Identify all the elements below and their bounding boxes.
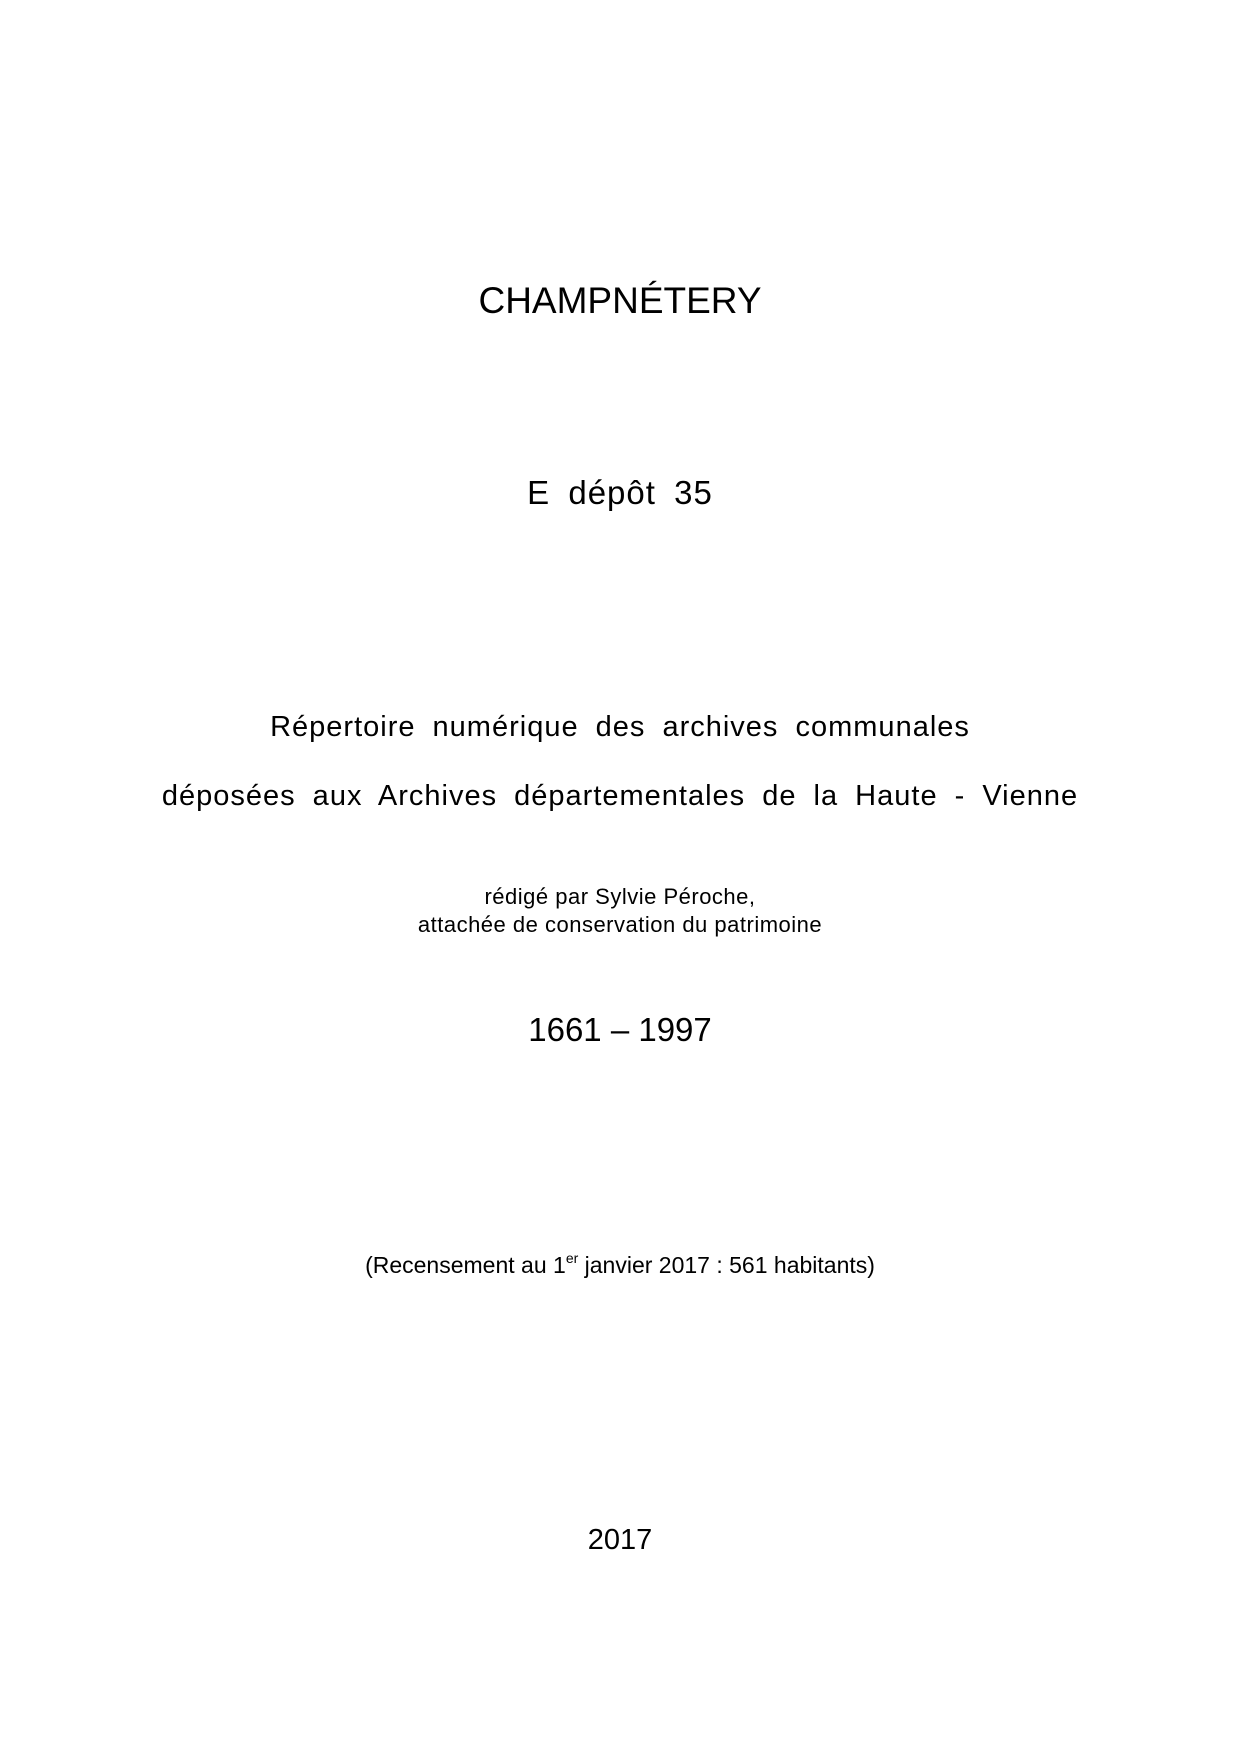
census-superscript: er — [565, 1250, 579, 1266]
archive-reference: E dépôt 35 — [527, 474, 713, 511]
census-suffix: janvier 2017 : 561 habitants) — [578, 1252, 875, 1278]
census-note — [0, 1250, 1240, 1278]
census-prefix: (Recensement au 1 — [365, 1252, 566, 1278]
document-title: CHAMPNÉTERY — [478, 280, 762, 321]
subtitle-line-1: Répertoire numérique des archives communales — [270, 711, 970, 743]
subtitle-line-2: déposées aux Archives départementales de la Haute - Vienne — [161, 780, 1079, 812]
date-range: 1661 – 1997 — [528, 1011, 712, 1048]
author-line-1: rédigé par Sylvie Péroche, — [484, 884, 756, 909]
publication-year: 2017 — [587, 1524, 653, 1556]
author-line-2: attachée de conservation du patrimoine — [417, 912, 823, 937]
